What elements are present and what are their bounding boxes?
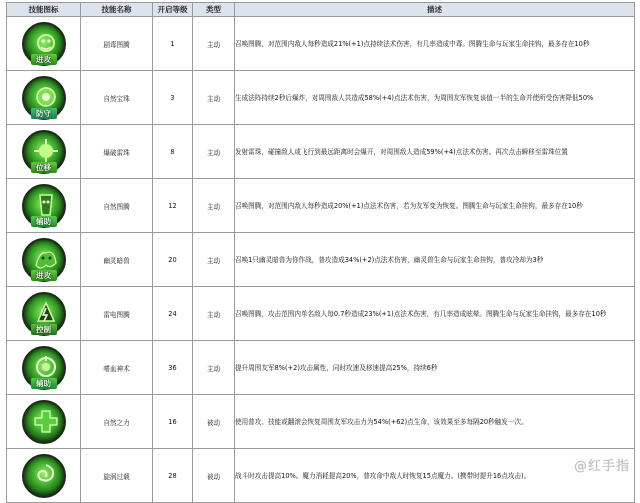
skill-icon-cell: [7, 287, 81, 341]
skill-name: 嗜血神术: [81, 341, 153, 395]
skill-name: 自然图腾: [81, 179, 153, 233]
skill-role-badge: 控制: [31, 324, 57, 335]
skill-type: 主动: [193, 233, 235, 287]
skill-icon-cell: [7, 71, 81, 125]
skill-icon-cell: [7, 449, 81, 503]
skill-icon-cell: [7, 395, 81, 449]
skill-role-badge: 辅助: [31, 378, 57, 389]
header-name: 技能名称: [81, 3, 153, 17]
skill-level: 36: [153, 341, 193, 395]
skill-level: 1: [153, 17, 193, 71]
skill-type: 主动: [193, 17, 235, 71]
skill-icon-wrap: [22, 454, 66, 498]
skill-name: 剧毒图腾: [81, 17, 153, 71]
skill-level: 12: [153, 179, 193, 233]
table-row: [7, 17, 635, 71]
skill-description: 发射雷珠，碰撞敌人或飞行到最远距离时会爆开，对周围敌人造成59%(+4)点法术伤害。再次点击瞬移至雷珠位置: [235, 125, 635, 179]
skill-role-badge: 进攻: [31, 270, 57, 281]
skill-icon-cell: [7, 233, 81, 287]
skill-description: 召唤1只幽灵暗兽为你作战，普攻造成34%(+2)点法术伤害，幽灵兽生命与玩家生命挂钩，普攻冷却为3秒: [235, 233, 635, 287]
skill-name: 雷电图腾: [81, 287, 153, 341]
skill-level: 20: [153, 233, 193, 287]
skill-description: 召唤图腾，攻击范围内单名敌人每0.7秒造成23%(+1)点法术伤害，有几率造成眩晕。图腾生命与玩家生命挂钩，最多存在10秒: [235, 287, 635, 341]
skill-icon-cell: [7, 341, 81, 395]
table-row: [7, 395, 635, 449]
table-row: [7, 125, 635, 179]
header-level: 开启等级: [153, 3, 193, 17]
skill-role-badge: 辅助: [31, 216, 57, 227]
watermark: @红手指: [573, 459, 630, 474]
nature-power-icon: [22, 400, 66, 444]
skill-icon-cell: [7, 17, 81, 71]
skill-role-badge: 防守: [31, 108, 57, 119]
skill-role-badge: 位移: [31, 162, 57, 173]
skills-table-body: [7, 17, 635, 503]
skill-icon-wrap: [22, 400, 66, 444]
skill-icon-wrap: [22, 346, 66, 390]
skill-name: 旋涡过载: [81, 449, 153, 503]
skill-level: 3: [153, 71, 193, 125]
header-row: [7, 3, 635, 17]
skill-description: 召唤图腾，对范围内敌人每秒造成21%(+1)点持续法术伤害，有几率造成中毒。图腾生命与玩家生命挂钩，最多存在10秒: [235, 17, 635, 71]
skill-icon-wrap: [22, 184, 66, 228]
skill-level: 24: [153, 287, 193, 341]
skill-level: 28: [153, 449, 193, 503]
skill-type: 主动: [193, 71, 235, 125]
skill-type: 被动: [193, 449, 235, 503]
header-desc: 描述: [235, 3, 635, 17]
skill-description: 生成法阵持续2秒后爆炸，对周围敌人共造成58%(+4)点法术伤害，为周围友军恢复该值一半的生命并使所受伤害降低50%: [235, 71, 635, 125]
skill-icon-wrap: [22, 292, 66, 336]
skill-type: 被动: [193, 395, 235, 449]
skill-name: 爆破雷珠: [81, 125, 153, 179]
table-row: [7, 179, 635, 233]
table-row: [7, 341, 635, 395]
header-icon: 技能图标: [7, 3, 81, 17]
skill-icon-wrap: [22, 238, 66, 282]
skill-level: 8: [153, 125, 193, 179]
skill-type: 主动: [193, 287, 235, 341]
table-row: [7, 71, 635, 125]
skill-type: 主动: [193, 125, 235, 179]
skill-description: 召唤图腾，对范围内敌人每秒造成20%(+1)点法术伤害，若为友军变为恢复。图腾生命与玩家生命挂钩，最多存在10秒: [235, 179, 635, 233]
skill-description: 使用普攻、技能或翻滚会恢复周围友军攻击力为54%(+62)点生命，该效果至多每隔20秒触发一次。: [235, 395, 635, 449]
whirlwind-icon: [22, 454, 66, 498]
table-row: [7, 287, 635, 341]
skill-icon-wrap: [22, 22, 66, 66]
skill-level: 16: [153, 395, 193, 449]
skills-table: [6, 2, 635, 503]
skill-name: 幽灵暗兽: [81, 233, 153, 287]
skill-icon-cell: [7, 179, 81, 233]
skill-name: 自然宝珠: [81, 71, 153, 125]
header-type: 类型: [193, 3, 235, 17]
skill-type: 主动: [193, 179, 235, 233]
skill-icon-wrap: [22, 76, 66, 120]
skill-name: 自然之力: [81, 395, 153, 449]
skill-icon-cell: [7, 125, 81, 179]
skill-description: 战斗时攻击提高10%。魔力消耗提高20%，普攻命中敌人时恢复15点魔力。(携带时提升16点攻击)。: [235, 449, 635, 503]
skill-icon-wrap: [22, 130, 66, 174]
skill-role-badge: 进攻: [31, 54, 57, 65]
skill-description: 提升周围友军8%(+2)攻击属性，同时攻速及移速提高25%，持续6秒: [235, 341, 635, 395]
skill-type: 主动: [193, 341, 235, 395]
table-row: [7, 233, 635, 287]
table-row: [7, 449, 635, 503]
